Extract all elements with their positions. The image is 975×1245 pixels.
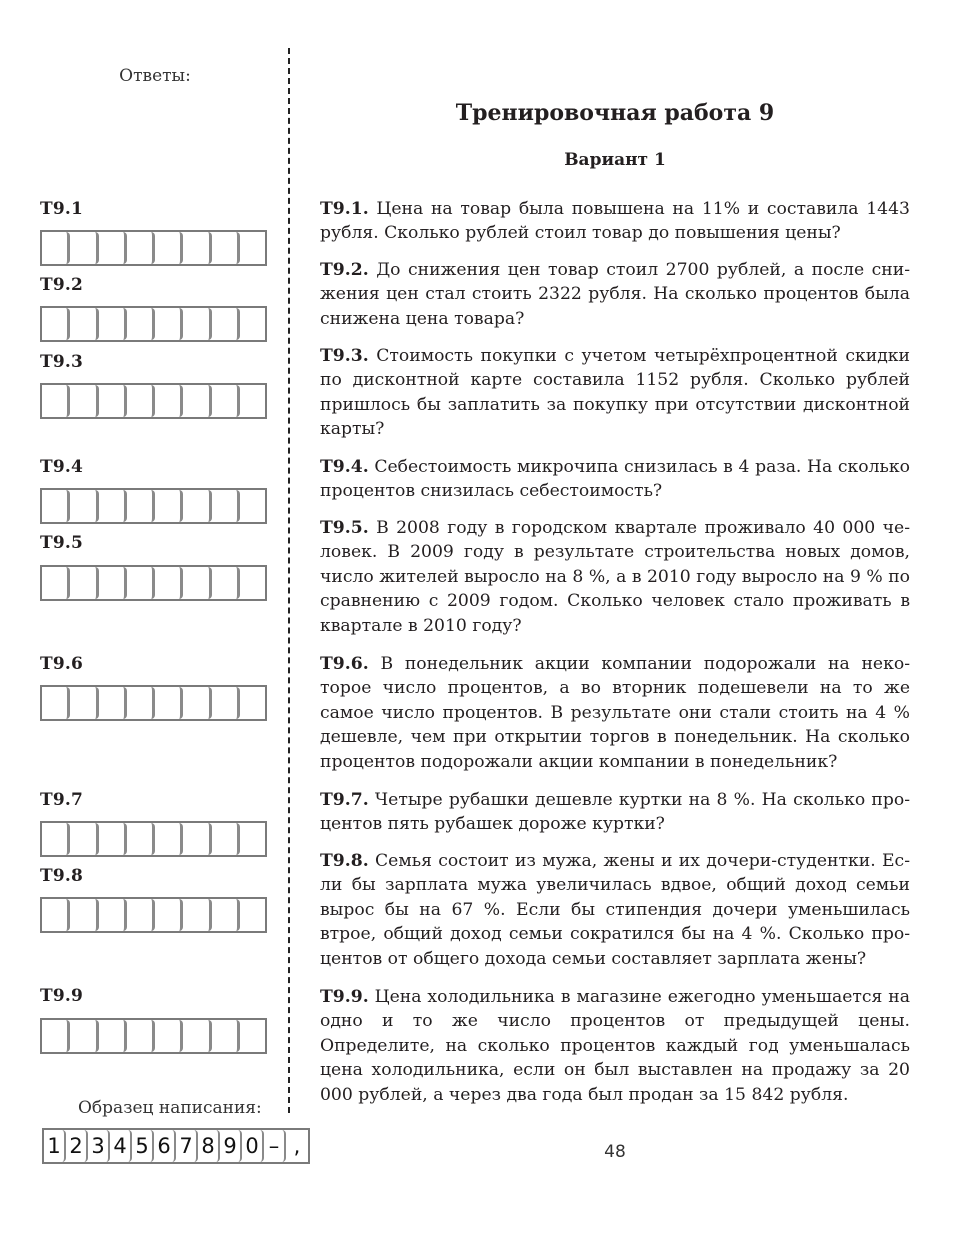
answer-field-t9-5[interactable] [40, 565, 267, 601]
answer-field-t9-3[interactable] [40, 383, 267, 419]
answer-label-t9-8: T9.8 [40, 866, 84, 886]
answer-cell[interactable] [127, 232, 155, 264]
answer-cell[interactable] [70, 687, 98, 719]
task-number: T9.9. [320, 987, 369, 1007]
answer-label-t9-2: T9.2 [40, 275, 84, 295]
sample-char-cell: 7 [176, 1130, 198, 1162]
task-number: T9.2. [320, 260, 369, 280]
answer-cell[interactable] [42, 232, 70, 264]
task-t9-1 [320, 197, 910, 246]
task-number: T9.3. [320, 346, 369, 366]
sample-char-cell: 9 [220, 1130, 242, 1162]
sample-char-cell: , [293, 1134, 301, 1158]
sample-char-cell: 2 [66, 1130, 88, 1162]
answer-cell[interactable] [240, 385, 265, 417]
answer-cell[interactable] [155, 687, 183, 719]
task-t9-4 [320, 455, 910, 504]
task-number: T9.7. [320, 790, 369, 810]
answer-cell[interactable] [212, 232, 240, 264]
answer-label-t9-9: T9.9 [40, 986, 84, 1006]
answer-label-t9-5: T9.5 [40, 533, 84, 553]
answer-cell[interactable] [183, 899, 211, 931]
cut-line-divider [288, 48, 290, 1113]
task-number: T9.4. [320, 457, 369, 477]
answer-cell[interactable] [42, 823, 70, 855]
page-number: 48 [604, 1142, 626, 1162]
answer-cell[interactable] [70, 490, 98, 522]
answer-cell[interactable] [127, 308, 155, 340]
answer-label-t9-3: T9.3 [40, 352, 84, 372]
task-text: Цена на товар была повышена на 11% и составила 1443 рубля. Сколько рублей стоил товар до повышения цены? [320, 199, 910, 244]
answer-cell[interactable] [127, 899, 155, 931]
task-number: T9.6. [320, 654, 369, 674]
answer-cell[interactable] [240, 490, 265, 522]
answer-cell[interactable] [42, 385, 70, 417]
answer-field-t9-7[interactable] [40, 821, 267, 857]
answer-cell[interactable] [183, 1020, 211, 1052]
answer-cell[interactable] [70, 308, 98, 340]
answer-cell[interactable] [155, 490, 183, 522]
answer-cell[interactable] [240, 308, 265, 340]
task-t9-6 [320, 652, 910, 774]
answer-cell[interactable] [212, 308, 240, 340]
answer-cell[interactable] [99, 385, 127, 417]
answer-cell[interactable] [99, 308, 127, 340]
task-text: Семья состоит из мужа, жены и их дочери-студентки. Если бы зарплата мужа увеличилась вдвое, общий доход семьи вырос бы на 67 %. Если бы стипендия дочери уменьшилась втрое, общий доход семьи сократился бы на 4 %. Сколько процентов от общего дохода семьи составляет зарплата жены? [320, 851, 910, 969]
answer-field-t9-8[interactable] [40, 897, 267, 933]
answer-cell[interactable] [99, 232, 127, 264]
answer-cell[interactable] [99, 1020, 127, 1052]
task-text: Стоимость покупки с учетом четырёхпроцентной скидки по дисконтной карте составила 1152 рубля. Сколько рублей пришлось бы заплатить за покупку при отсутствии дисконтной карты? [320, 346, 910, 440]
answer-field-t9-6[interactable] [40, 685, 267, 721]
sample-char-cell: 0 [242, 1130, 264, 1162]
task-text: Четыре рубашки дешевле куртки на 8 %. На сколько процентов пять рубашек дороже куртки? [320, 790, 910, 835]
answer-field-t9-2[interactable] [40, 306, 267, 342]
answer-cell[interactable] [183, 232, 211, 264]
answer-cell[interactable] [70, 899, 98, 931]
answer-cell[interactable] [155, 308, 183, 340]
task-text: До снижения цен товар стоил 2700 рублей, а после снижения цен стал стоить 2322 рубля. На сколько процентов была снижена цена товара? [320, 260, 910, 329]
task-text: Себестоимость микрочипа снизилась в 4 раза. На сколько процентов снизилась себестоимость? [320, 457, 910, 502]
task-t9-5 [320, 516, 910, 638]
answer-cell[interactable] [42, 687, 70, 719]
answer-cell[interactable] [99, 567, 127, 599]
task-text: В 2008 году в городском квартале проживало 40 000 человек. В 2009 году в результате строительства новых домов, число жителей выросло на 8 %, а в 2010 году выросло на 9 % по сравнению с 2009 годом. Сколько человек стало проживать в квартале в 2010 году? [320, 518, 910, 636]
answer-cell[interactable] [127, 823, 155, 855]
answer-cell[interactable] [183, 385, 211, 417]
task-t9-9 [320, 985, 910, 1107]
task-t9-7 [320, 788, 910, 837]
sample-char-cell: 6 [154, 1130, 176, 1162]
page-title: Тренировочная работа 9 [455, 100, 775, 126]
sample-char-cell: 1 [44, 1130, 66, 1162]
sample-writing-label: Образец написания: [78, 1098, 262, 1118]
answer-cell[interactable] [42, 308, 70, 340]
task-text: Цена холодильника в магазине ежегодно уменьшается на одно и то же число процентов от предыдущей цены. Определите, на сколько процентов каждый год уменьшалась цена холодильника, если он был выставлен на продажу за 20 000 рублей, а через два года был продан за 15 842 рубля. [320, 987, 910, 1105]
answer-cell[interactable] [70, 823, 98, 855]
variant-heading: Вариант 1 [564, 150, 666, 170]
answer-cell[interactable] [155, 385, 183, 417]
answer-cell[interactable] [240, 687, 265, 719]
answer-cell[interactable] [155, 899, 183, 931]
answer-cell[interactable] [155, 232, 183, 264]
answer-cell[interactable] [155, 567, 183, 599]
answer-cell[interactable] [99, 687, 127, 719]
sample-char-cell: 8 [198, 1130, 220, 1162]
answer-cell[interactable] [183, 567, 211, 599]
answer-cell[interactable] [127, 567, 155, 599]
task-text: В понедельник акции компании подорожали на некоторое число процентов, а во вторник подешевели на то же самое число процентов. В результате они стали стоить на 4 % дешевле, чем при открытии торгов в понедельник. На сколько процентов подорожали акции компании в понедельник? [320, 654, 910, 772]
answer-cell[interactable] [212, 823, 240, 855]
answer-cell[interactable] [183, 687, 211, 719]
answer-cell[interactable] [240, 232, 265, 264]
sample-char-cell: 4 [110, 1130, 132, 1162]
answer-cell[interactable] [99, 490, 127, 522]
answer-cell[interactable] [70, 1020, 98, 1052]
answer-field-t9-9[interactable] [40, 1018, 267, 1054]
answer-cell[interactable] [183, 308, 211, 340]
answer-cell[interactable] [183, 823, 211, 855]
answer-cell[interactable] [212, 490, 240, 522]
sample-char-cell: 5 [132, 1130, 154, 1162]
answer-cell[interactable] [212, 385, 240, 417]
task-number: T9.1. [320, 199, 369, 219]
answer-cell[interactable] [42, 899, 70, 931]
answer-cell[interactable] [127, 385, 155, 417]
answer-cell[interactable] [42, 490, 70, 522]
answer-cell[interactable] [212, 899, 240, 931]
answer-cell[interactable] [42, 1020, 70, 1052]
answer-cell[interactable] [212, 567, 240, 599]
answer-cell[interactable] [70, 232, 98, 264]
answer-cell[interactable] [127, 490, 155, 522]
answer-label-t9-1: T9.1 [40, 199, 84, 219]
answer-field-t9-4[interactable] [40, 488, 267, 524]
answer-cell[interactable] [155, 1020, 183, 1052]
answer-cell[interactable] [42, 567, 70, 599]
answer-cell[interactable] [99, 823, 127, 855]
task-number: T9.8. [320, 851, 369, 871]
answer-cell[interactable] [70, 385, 98, 417]
task-t9-2 [320, 258, 910, 331]
answer-cell[interactable] [240, 1020, 265, 1052]
answer-cell[interactable] [155, 823, 183, 855]
task-number: T9.5. [320, 518, 369, 538]
answer-label-t9-7: T9.7 [40, 790, 84, 810]
sample-char-cell: 3 [88, 1130, 110, 1162]
answer-cell[interactable] [99, 899, 127, 931]
answer-cell[interactable] [240, 567, 265, 599]
answer-cell[interactable] [212, 1020, 240, 1052]
answer-cell[interactable] [127, 1020, 155, 1052]
answer-label-t9-4: T9.4 [40, 457, 84, 477]
answer-label-t9-6: T9.6 [40, 654, 84, 674]
answer-field-t9-1[interactable] [40, 230, 267, 266]
sample-writing-boxes [42, 1128, 310, 1164]
answer-cell[interactable] [183, 490, 211, 522]
answer-cell[interactable] [127, 687, 155, 719]
answers-header: Ответы: [119, 66, 191, 86]
answer-cell[interactable] [240, 899, 265, 931]
answer-cell[interactable] [70, 567, 98, 599]
answer-cell[interactable] [212, 687, 240, 719]
task-t9-3 [320, 344, 910, 442]
sample-char-cell: – [264, 1130, 286, 1162]
task-t9-8 [320, 849, 910, 971]
answer-cell[interactable] [240, 823, 265, 855]
